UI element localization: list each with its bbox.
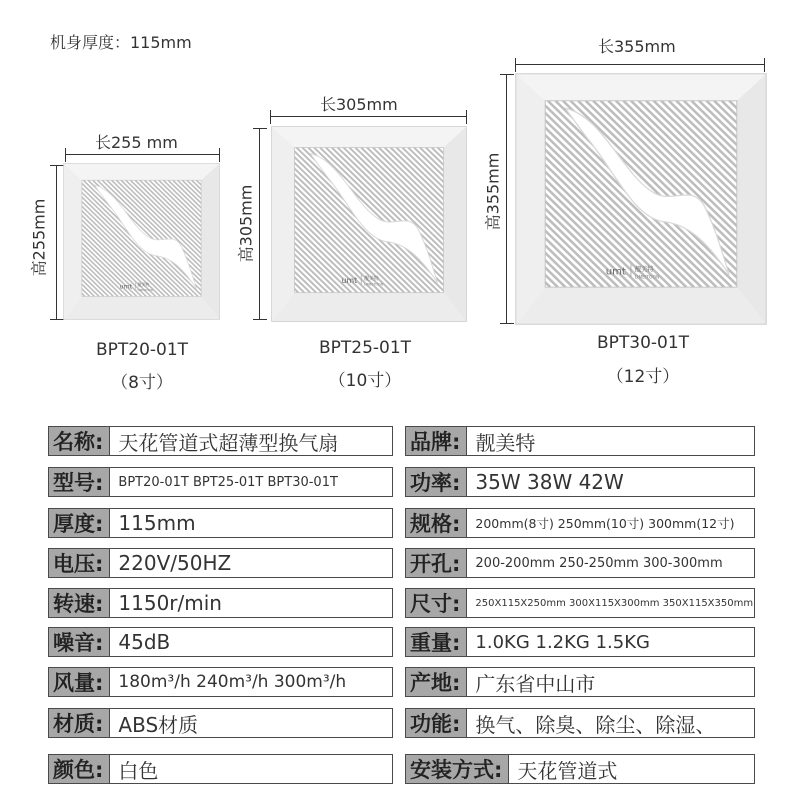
spec-value: 1.0KG 1.2KG 1.5KG	[475, 631, 650, 653]
spec-value: 换气、除臭、除尘、除湿、	[475, 712, 716, 737]
fan-2-width-label: 长305mm	[320, 95, 398, 114]
spec-voltage	[48, 548, 393, 578]
spec-label: 功能:	[406, 709, 467, 737]
spec-label: 功率:	[406, 468, 467, 496]
fan-3-image	[515, 72, 767, 326]
spec-label: 名称:	[49, 427, 110, 455]
svg-text:LIMEITOON: LIMEITOON	[634, 275, 660, 281]
spec-label: 规格:	[406, 509, 467, 537]
spec-label: 开孔:	[406, 549, 467, 577]
spec-color	[48, 754, 393, 784]
spec-value: ABS材质	[118, 712, 199, 737]
fan-1-width-label: 长255 mm	[95, 133, 178, 152]
svg-text:LIMEITOON: LIMEITOON	[364, 282, 384, 287]
fan-3-width-label: 长355mm	[598, 37, 676, 56]
spec-value: 200mm(8寸) 250mm(10寸) 300mm(12寸)	[475, 516, 735, 531]
spec-label: 材质:	[49, 709, 110, 737]
thickness-note: 机身厚度：115mm	[50, 33, 192, 52]
spec-value: 45dB	[118, 630, 171, 654]
spec-label: 重量:	[406, 628, 467, 656]
spec-installation	[405, 754, 755, 784]
spec-origin	[405, 667, 755, 697]
spec-model	[48, 467, 393, 497]
fan-1-image	[63, 163, 220, 320]
spec-label: 产地:	[406, 668, 467, 696]
spec-value: 115mm	[118, 511, 196, 535]
svg-text:umt: umt	[605, 266, 626, 278]
spec-label: 电压:	[49, 549, 110, 577]
spec-value: 180m³/h 240m³/h 300m³/h	[118, 672, 347, 692]
fan-1-size: （8寸）	[111, 373, 173, 393]
spec-brand	[405, 426, 755, 456]
spec-label: 风量:	[49, 668, 110, 696]
spec-label: 转速:	[49, 589, 110, 617]
width-dimension-line	[515, 58, 765, 72]
spec-label: 安装方式:	[406, 755, 509, 783]
spec-opening	[405, 548, 755, 578]
spec-value: 白色	[118, 758, 159, 783]
spec-value: 200-200mm 250-250mm 300-300mm	[475, 555, 723, 571]
spec-dimensions	[405, 588, 755, 618]
spec-value: 1150r/min	[118, 591, 222, 615]
spec-speed	[48, 588, 393, 618]
fan-3-model: BPT30-01T	[596, 333, 690, 353]
spec-value: 靓美特	[475, 430, 536, 455]
svg-text:靓美特: 靓美特	[364, 275, 379, 282]
fan-1-model: BPT20-01T	[95, 340, 189, 360]
spec-power	[405, 467, 755, 497]
fan-2-height-label: 高305mm	[236, 184, 256, 263]
spec-label: 品牌:	[406, 427, 467, 455]
spec-label: 尺寸:	[406, 589, 467, 617]
fan-3-size: （12寸）	[606, 367, 680, 387]
spec-value: 天花管道式	[517, 758, 618, 783]
spec-value: 天花管道式超薄型换气扇	[118, 430, 339, 455]
spec-value: 220V/50HZ	[118, 551, 232, 575]
spec-thickness	[48, 508, 393, 538]
fan-2-size: （10寸）	[328, 371, 402, 391]
spec-weight	[405, 627, 755, 657]
fan-1-height-label: 高255mm	[29, 198, 49, 277]
svg-text:umt: umt	[341, 275, 358, 285]
spec-function	[405, 708, 755, 738]
spec-airflow	[48, 667, 393, 697]
spec-specification	[405, 508, 755, 538]
spec-noise	[48, 627, 393, 657]
svg-text:靓美特: 靓美特	[137, 282, 150, 288]
height-dimension-line	[50, 165, 64, 320]
fan-3-height-label: 高355mm	[483, 152, 503, 231]
svg-text:umt: umt	[119, 283, 133, 291]
spec-label: 型号:	[49, 468, 110, 496]
svg-text:靓美特: 靓美特	[634, 265, 654, 273]
spec-value: 广东省中山市	[475, 671, 596, 696]
spec-label: 颜色:	[49, 755, 110, 783]
spec-value: 250X115X250mm 300X115X300mm 350X115X350mm	[475, 597, 754, 609]
spec-label: 噪音:	[49, 628, 110, 656]
spec-label: 厚度:	[49, 509, 110, 537]
fan-2-image	[270, 126, 468, 322]
svg-text:LIMEITOON: LIMEITOON	[137, 287, 153, 292]
fan-2-model: BPT25-01T	[318, 338, 412, 358]
spec-value: 35W 38W 42W	[475, 470, 624, 494]
spec-material	[48, 708, 393, 738]
spec-value: BPT20-01T BPT25-01T BPT30-01T	[118, 474, 338, 490]
spec-name	[48, 426, 393, 456]
